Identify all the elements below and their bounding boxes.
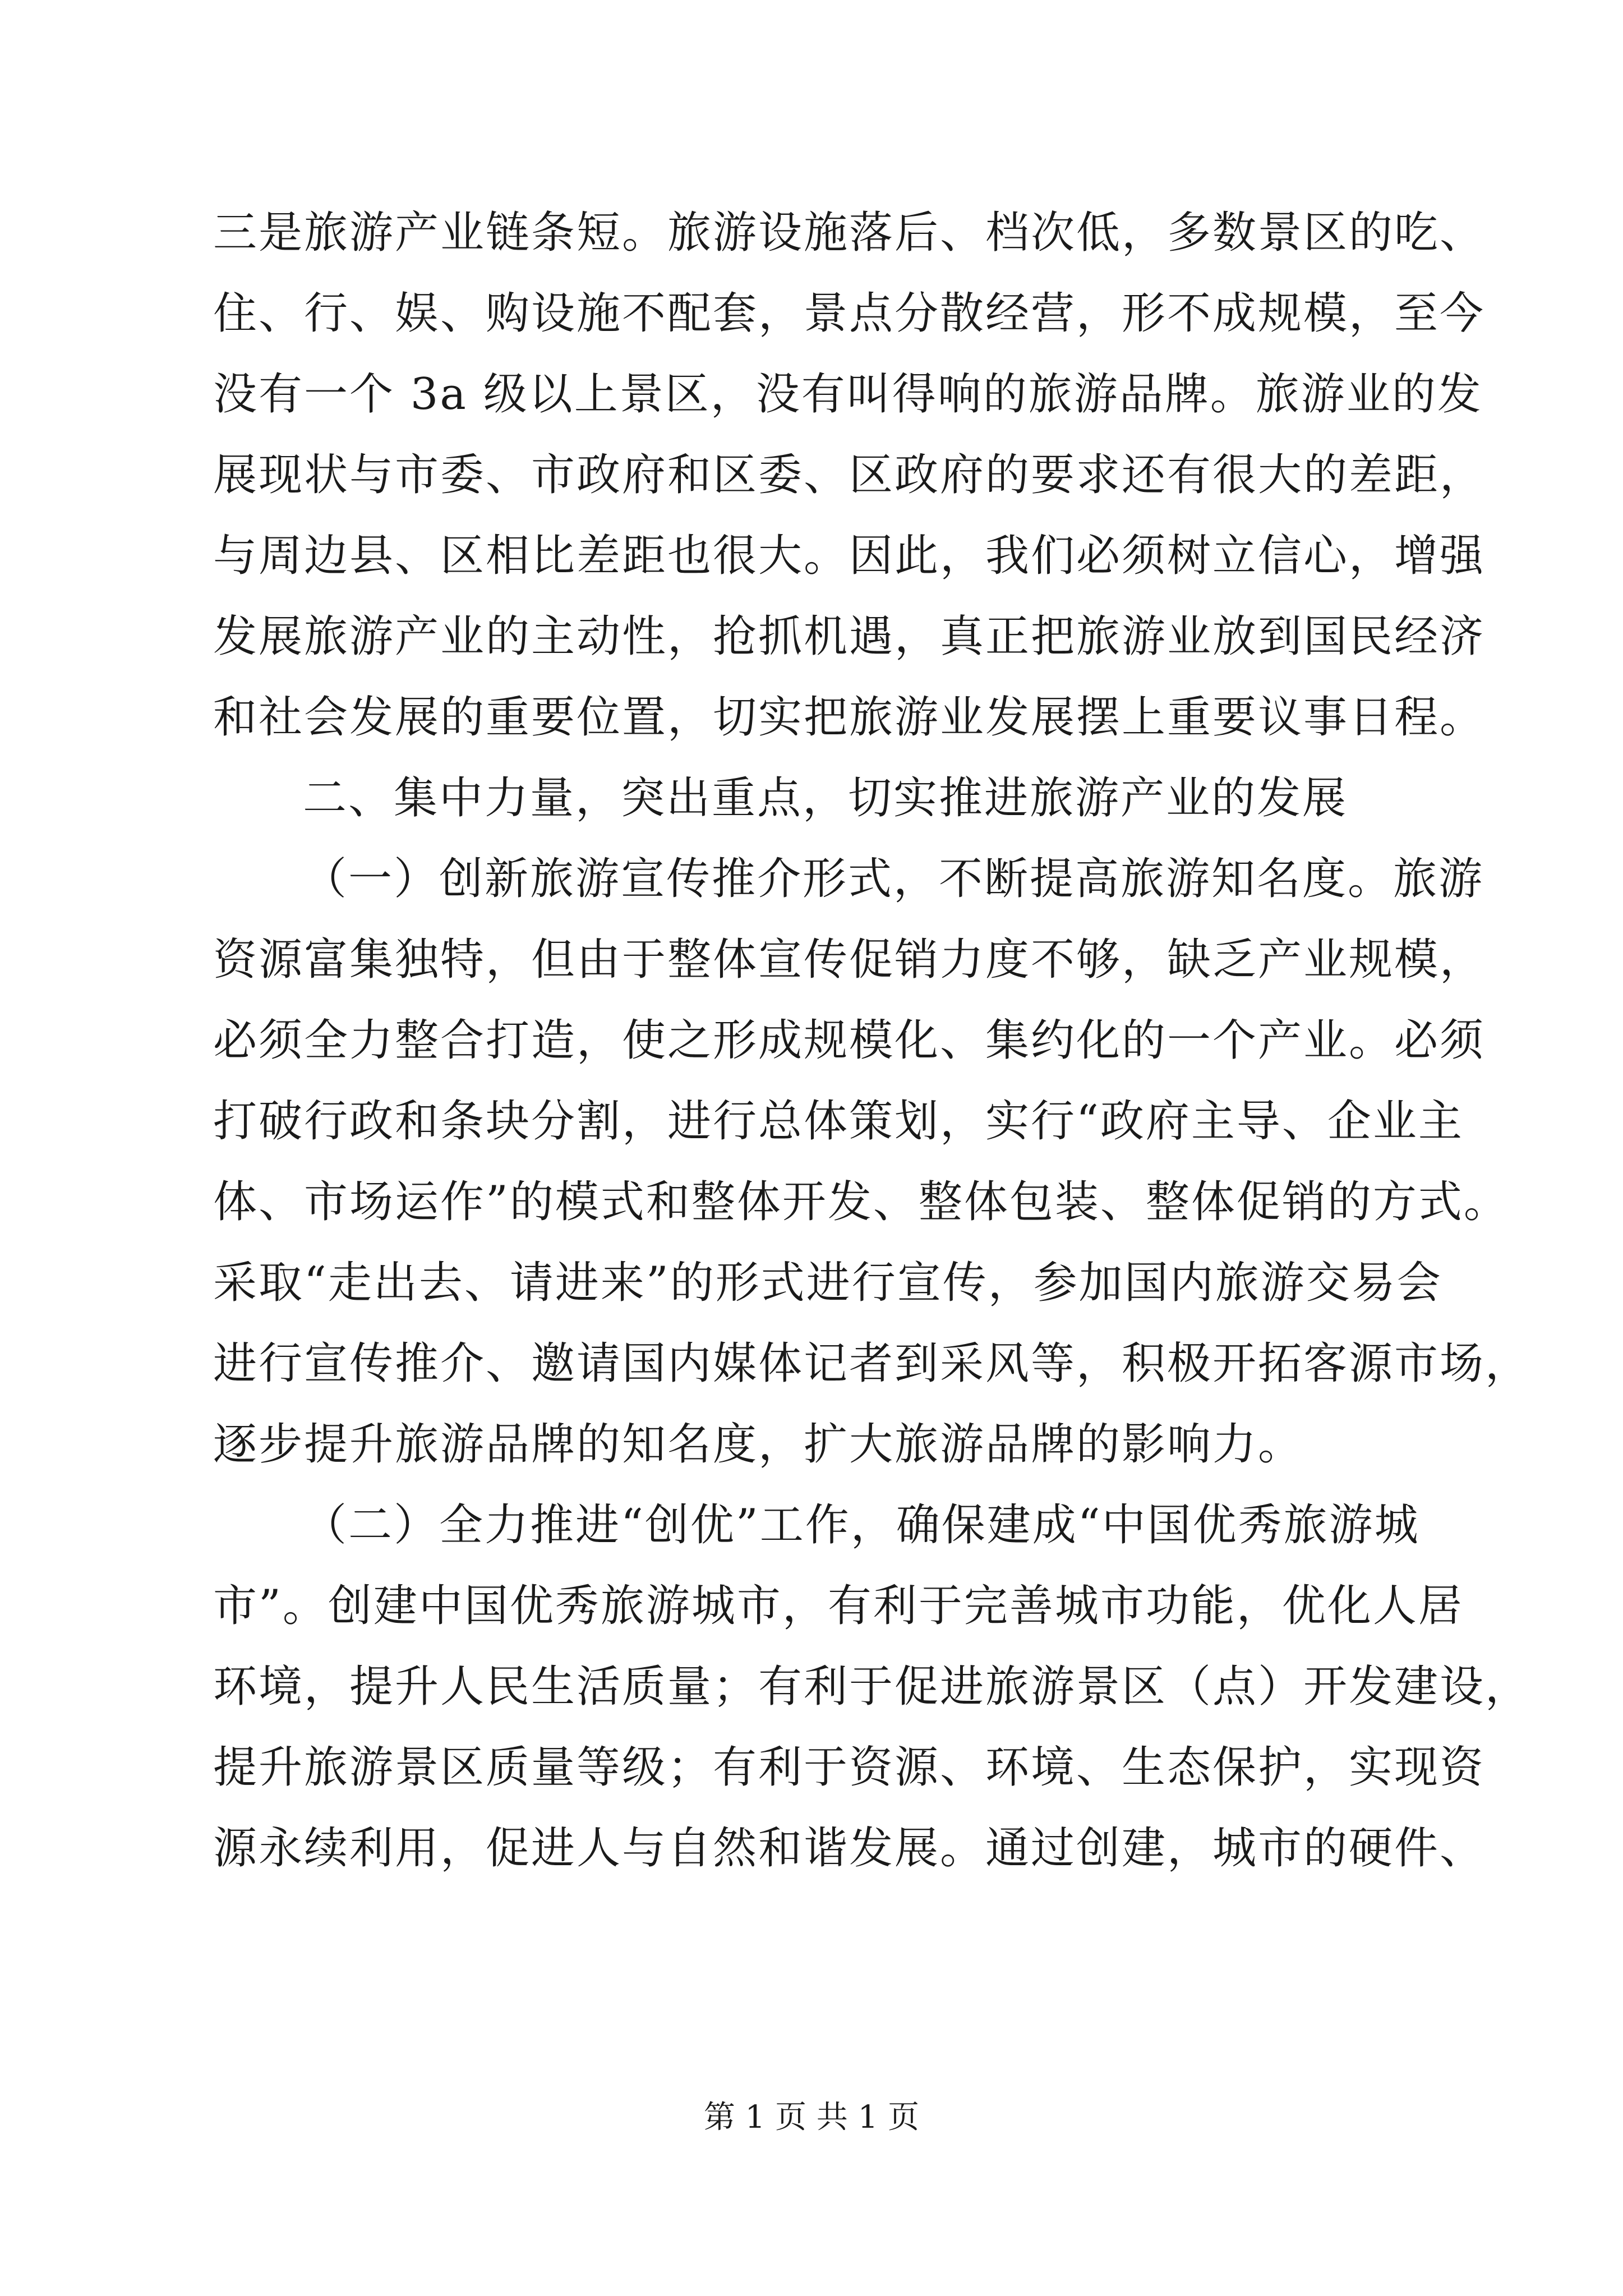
text-line: 和社会发展的重要位置，切实把旅游业发展摆上重要议事日程。 <box>213 692 1486 743</box>
text-line: 市”。创建中国优秀旅游城市，有利于完善城市功能，优化人居 <box>213 1581 1464 1631</box>
text-line: 发展旅游产业的主动性，抢抓机遇，真正把旅游业放到国民经济 <box>213 611 1486 662</box>
text-line: 逐步提升旅游品牌的知名度，扩大旅游品牌的影响力。 <box>213 1419 1304 1470</box>
text-line: 环境，提升人民生活质量；有利于促进旅游景区（点）开发建设， <box>213 1662 1531 1712</box>
text-line: 与周边县、区相比差距也很大。因此，我们必须树立信心，增强 <box>213 531 1486 581</box>
text-line: 三是旅游产业链条短。旅游设施落后、档次低，多数景区的吃、 <box>213 208 1486 258</box>
text-line: 进行宣传推介、邀请国内媒体记者到采风等，积极开拓客源市场， <box>213 1338 1531 1389</box>
text-line: 必须全力整合打造，使之形成规模化、集约化的一个产业。必须 <box>213 1015 1486 1066</box>
text-line: 采取“走出去、请进来”的形式进行宣传，参加国内旅游交易会 <box>213 1258 1442 1308</box>
text-line: 没有一个 3a 级以上景区，没有叫得响的旅游品牌。旅游业的发 <box>213 369 1483 420</box>
text-line: （二）全力推进“创优”工作，确保建成“中国优秀旅游城 <box>303 1500 1420 1550</box>
text-line: （一）创新旅游宣传推介形式，不断提高旅游知名度。旅游 <box>303 854 1484 904</box>
text-line: 打破行政和条块分割，进行总体策划，实行“政府主导、企业主 <box>213 1096 1464 1147</box>
text-line: 展现状与市委、市政府和区委、区政府的要求还有很大的差距， <box>213 450 1486 500</box>
text-line: 源永续利用，促进人与自然和谐发展。通过创建，城市的硬件、 <box>213 1823 1486 1874</box>
text-line: 体、市场运作”的模式和整体开发、整体包装、整体促销的方式。 <box>213 1177 1509 1227</box>
section-heading: 二、集中力量，突出重点，切实推进旅游产业的发展 <box>303 773 1348 823</box>
text-line: 住、行、娱、购设施不配套，景点分散经营，形不成规模，至今 <box>213 288 1486 339</box>
text-line: 资源富集独特，但由于整体宣传促销力度不够，缺乏产业规模， <box>213 935 1486 985</box>
text-line: 提升旅游景区质量等级；有利于资源、环境、生态保护，实现资 <box>213 1742 1486 1793</box>
page-footer: 第 1 页 共 1 页 <box>703 2099 920 2136</box>
